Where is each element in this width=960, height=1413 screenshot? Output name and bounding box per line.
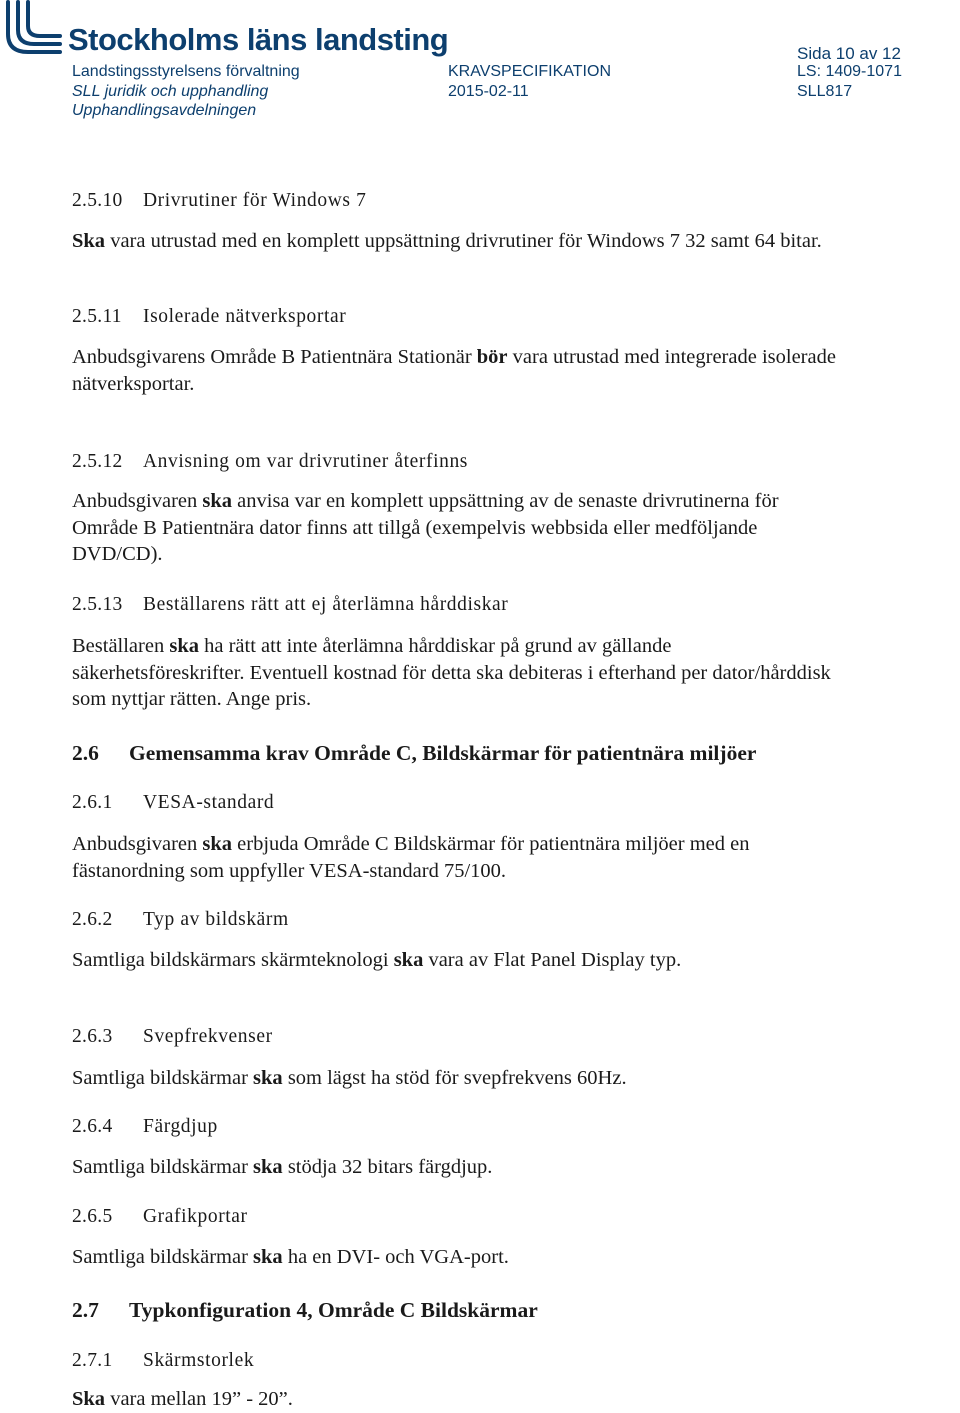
paragraph-text: säkerhetsföreskrifter. Eventuell kostnad för detta ska debiteras i efterhand per dator/hårddisk — [72, 661, 831, 684]
chapter-number: 2.7 — [72, 1298, 99, 1322]
paragraph-text: Samtliga bildskärmar — [72, 1246, 254, 1268]
paragraph — [72, 1386, 293, 1413]
section-title: Svepfrekvenser — [143, 1026, 273, 1047]
section-number: 2.5.10 — [72, 190, 123, 211]
sll-logo-mark-icon — [2, 0, 66, 58]
section-title: Isolerade nätverksportar — [143, 306, 347, 327]
paragraph — [72, 344, 836, 397]
section-heading — [72, 1350, 254, 1372]
section-heading — [72, 306, 346, 328]
chapter-number: 2.6 — [72, 741, 99, 765]
paragraph — [72, 633, 831, 713]
chapter-title: Typkonfiguration 4, Område C Bildskärmar — [129, 1298, 538, 1322]
section-number: 2.5.13 — [72, 594, 123, 615]
requirement-keyword: ska — [202, 833, 233, 855]
paragraph-text: Beställaren — [72, 635, 170, 657]
section-title: Drivrutiner för Windows 7 — [143, 190, 367, 211]
paragraph-text: vara mellan 19” - 20”. — [105, 1388, 293, 1410]
paragraph — [72, 228, 822, 255]
paragraph-text: Samtliga bildskärmars skärmteknologi — [72, 949, 394, 971]
paragraph — [72, 1154, 492, 1181]
paragraph-text: Anbudsgivarens Område B Patientnära Stationär — [72, 346, 477, 368]
header-dept: Landstingsstyrelsens förvaltning — [72, 63, 300, 80]
section-number: 2.5.12 — [72, 451, 123, 472]
paragraph-text: DVD/CD). — [72, 543, 163, 565]
requirement-keyword: ska — [253, 1156, 283, 1178]
paragraph-text: Område B Patientnära dator finns att tillgå (exempelvis webbsida eller medföljande — [72, 516, 758, 539]
section-title: Grafikportar — [143, 1206, 248, 1227]
section-number: 2.6.4 — [72, 1116, 113, 1137]
section-heading — [72, 792, 274, 814]
header-doc-type: KRAVSPECIFIKATION — [448, 63, 611, 80]
paragraph-text: som nyttjar rätten. Ange pris. — [72, 688, 312, 710]
chapter-heading — [72, 1298, 538, 1323]
org-logo — [2, 0, 449, 62]
paragraph — [72, 947, 681, 974]
paragraph-text: anvisa var en komplett uppsättning av de senaste drivrutinerna för — [232, 490, 779, 512]
paragraph-text: vara av Flat Panel Display typ. — [423, 949, 682, 971]
section-heading — [72, 190, 366, 212]
section-heading — [72, 451, 468, 473]
section-number: 2.6.5 — [72, 1206, 113, 1227]
section-number: 2.6.2 — [72, 909, 113, 930]
paragraph-text: Samtliga bildskärmar — [72, 1067, 254, 1089]
header-subdept: SLL juridik och upphandling — [72, 83, 269, 100]
paragraph — [72, 831, 749, 884]
paragraph-text: ha en DVI- och VGA-port. — [282, 1246, 509, 1268]
section-title: Anvisning om var drivrutiner återfinns — [143, 451, 468, 472]
header-ls-number: LS: 1409-1071 — [797, 63, 902, 80]
paragraph-text: Anbudsgivaren — [72, 490, 203, 512]
header-date: 2015-02-11 — [448, 83, 529, 100]
requirement-keyword: ska — [253, 1246, 283, 1268]
section-title: Typ av bildskärm — [143, 909, 289, 930]
section-heading — [72, 1026, 273, 1048]
requirement-keyword: ska — [253, 1067, 283, 1089]
paragraph-text: vara utrustad med integrerade isolerade — [507, 346, 836, 368]
paragraph-text: fästanordning som uppfyller VESA-standard 75/100. — [72, 859, 507, 882]
paragraph-text: som lägst ha stöd för svepfrekvens 60Hz. — [282, 1067, 627, 1089]
section-number: 2.7.1 — [72, 1350, 113, 1371]
requirement-keyword: bör — [476, 346, 508, 368]
requirement-keyword: Ska — [72, 230, 106, 252]
paragraph-text: ha rätt att inte återlämna hårddiskar på grund av gällande — [198, 635, 672, 657]
paragraph-text: nätverksportar. — [72, 372, 195, 395]
paragraph — [72, 488, 779, 568]
page-number: Sida 10 av 12 — [797, 44, 901, 63]
section-number: 2.6.3 — [72, 1026, 113, 1047]
paragraph-text: erbjuda Område C Bildskärmar för patientnära miljöer med en — [232, 833, 750, 855]
header-ref: SLL817 — [797, 83, 853, 100]
section-heading — [72, 909, 289, 931]
paragraph-text: stödja 32 bitars färgdjup. — [282, 1156, 493, 1178]
section-title: Beställarens rätt att ej återlämna hårddiskar — [143, 594, 509, 615]
header-unit: Upphandlingsavdelningen — [72, 102, 257, 119]
requirement-keyword: ska — [393, 949, 424, 971]
section-heading — [72, 1206, 248, 1228]
paragraph-text: Anbudsgivaren — [72, 833, 203, 855]
section-title: Färgdjup — [143, 1116, 218, 1137]
section-title: Skärmstorlek — [143, 1350, 255, 1371]
section-number: 2.5.11 — [72, 306, 122, 327]
section-heading — [72, 1116, 218, 1138]
chapter-title: Gemensamma krav Område C, Bildskärmar för patientnära miljöer — [129, 741, 757, 765]
section-title: VESA-standard — [143, 792, 275, 813]
requirement-keyword: ska — [202, 490, 233, 512]
section-number: 2.6.1 — [72, 792, 113, 813]
paragraph-text: vara utrustad med en komplett uppsättning drivrutiner för Windows 7 32 samt 64 bitar. — [105, 230, 822, 252]
chapter-heading — [72, 741, 756, 766]
section-heading — [72, 594, 508, 616]
requirement-keyword: Ska — [72, 1388, 106, 1410]
org-name: Stockholms läns landsting — [68, 22, 449, 57]
paragraph — [72, 1065, 627, 1092]
paragraph-text: Samtliga bildskärmar — [72, 1156, 254, 1178]
requirement-keyword: ska — [169, 635, 199, 657]
paragraph — [72, 1244, 509, 1271]
